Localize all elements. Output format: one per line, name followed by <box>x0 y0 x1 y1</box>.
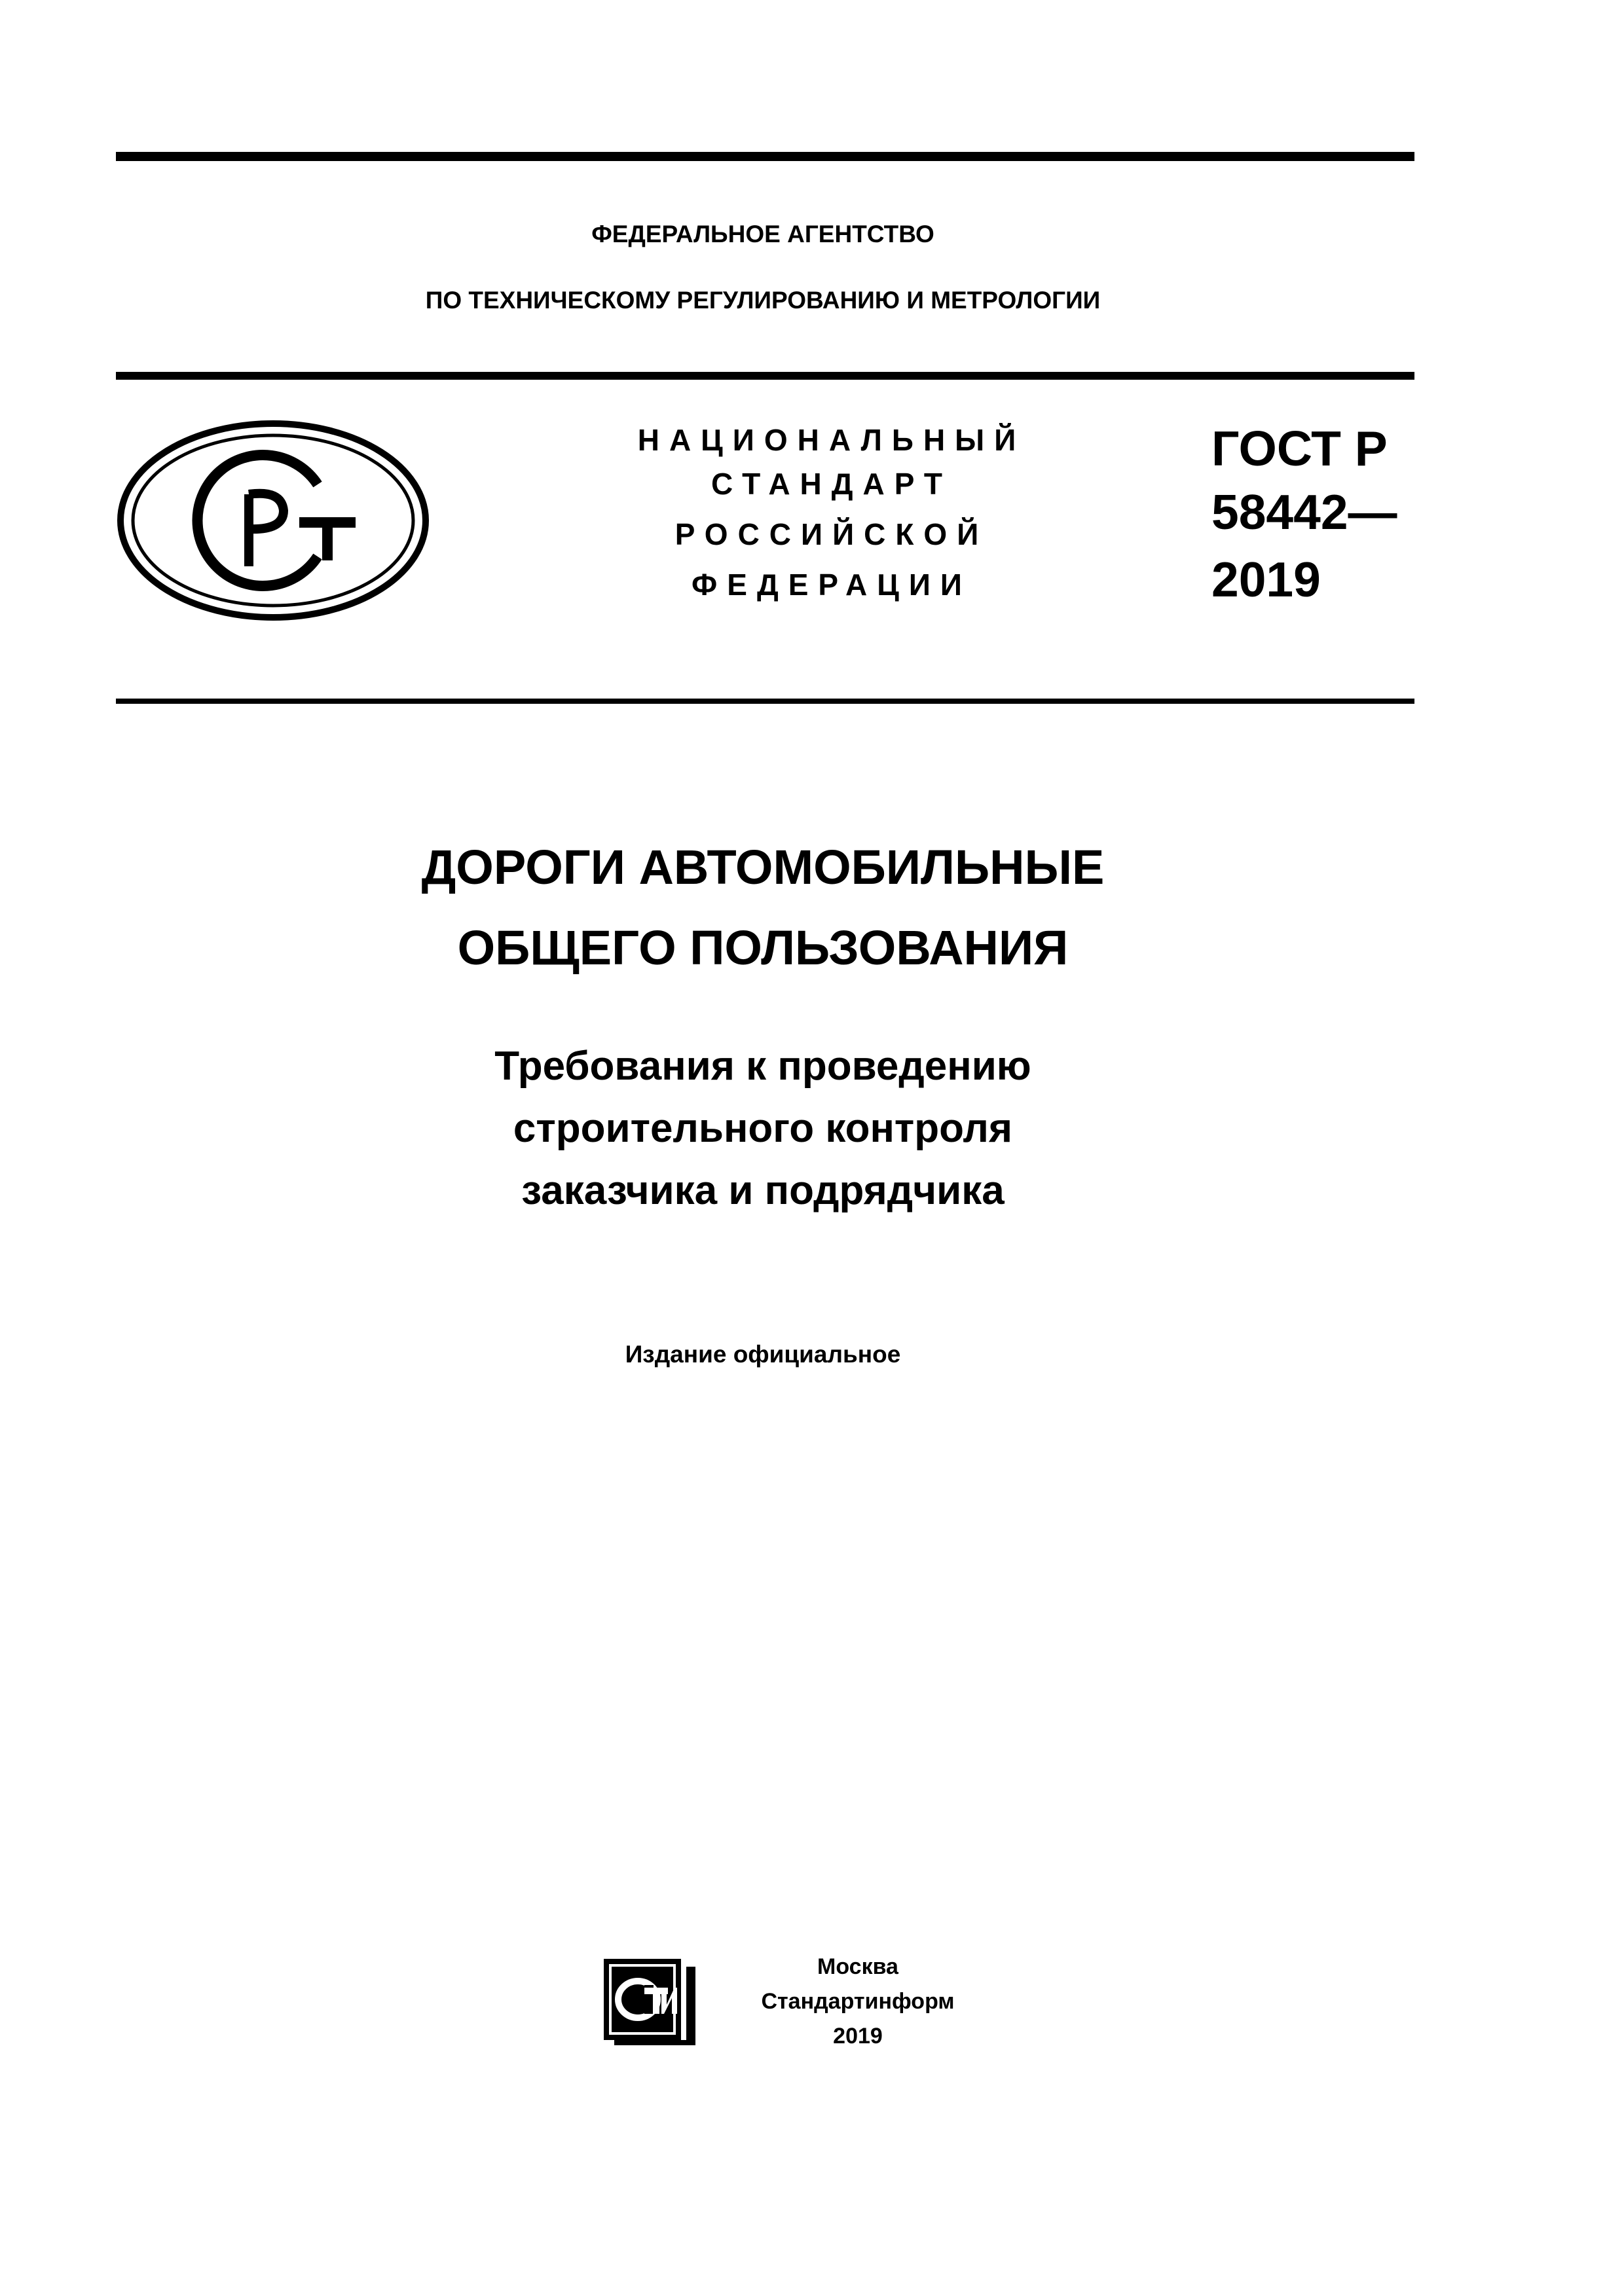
document-subtitle-line-1: Требования к проведению <box>494 1044 1031 1089</box>
publisher-city: Москва <box>817 1954 898 1979</box>
publisher-name: Стандартинформ <box>761 1989 955 2014</box>
agency-line-1: ФЕДЕРАЛЬНОЕ АГЕНТСТВО <box>591 221 934 247</box>
edition-label: Издание официальное <box>625 1341 901 1368</box>
national-standard-line-2: СТАНДАРТ <box>711 467 952 501</box>
title-block-rule <box>116 699 1414 704</box>
gost-designation-line-1: ГОСТ Р <box>1211 421 1388 476</box>
national-standard-line-3: РОССИЙСКОЙ <box>674 517 989 551</box>
document-title-line-2: ОБЩЕГО ПОЛЬЗОВАНИЯ <box>457 920 1069 975</box>
header-rule <box>116 372 1414 380</box>
agency-line-2: ПО ТЕХНИЧЕСКОМУ РЕГУЛИРОВАНИЮ И МЕТРОЛОГИИ <box>425 287 1101 314</box>
gost-designation-line-2: 58442— <box>1211 484 1397 539</box>
document-title-line-1: ДОРОГИ АВТОМОБИЛЬНЫЕ <box>421 840 1105 894</box>
top-rule <box>116 152 1414 161</box>
document-subtitle-line-3: заказчика и подрядчика <box>521 1168 1005 1213</box>
national-standard-line-4: ФЕДЕРАЦИИ <box>692 568 972 602</box>
gost-designation-line-3: 2019 <box>1211 552 1321 607</box>
rst-logo-icon <box>115 419 432 622</box>
document-subtitle-line-2: строительного контроля <box>513 1106 1013 1151</box>
stinform-logo-icon <box>604 1959 701 2052</box>
national-standard-line-1: НАЦИОНАЛЬНЫЙ <box>637 423 1026 457</box>
publisher-year: 2019 <box>833 2024 883 2049</box>
